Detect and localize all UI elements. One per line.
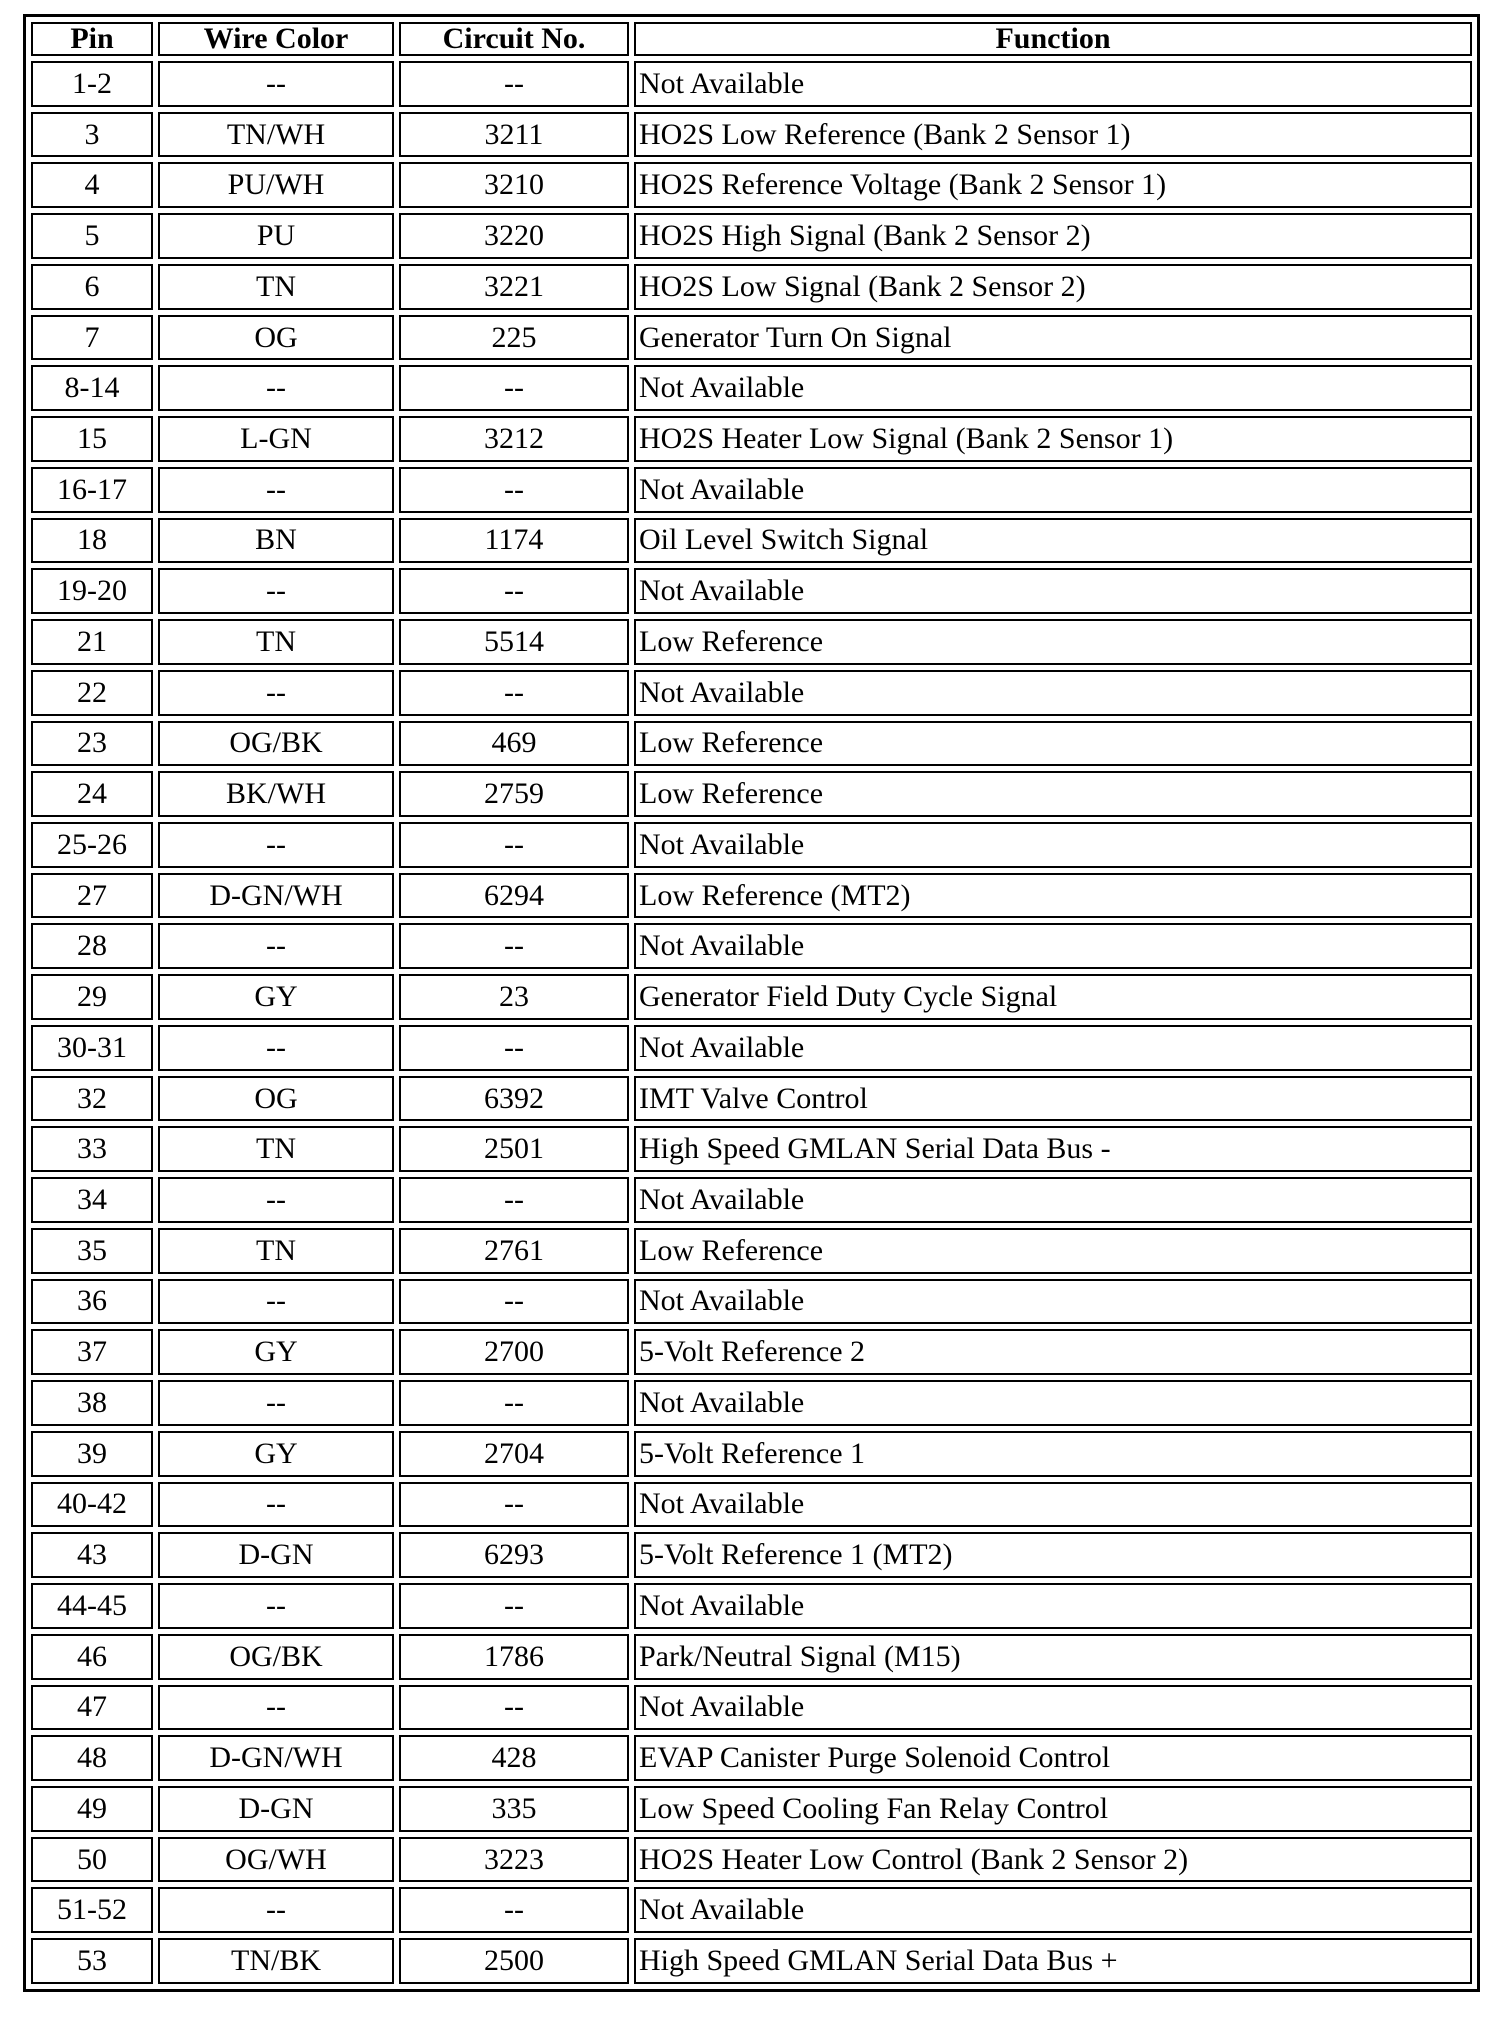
pin-cell: 37	[31, 1329, 153, 1375]
circuit-no-cell: 5514	[399, 619, 629, 665]
table-row	[31, 1025, 1472, 1071]
pin-cell: 16-17	[31, 467, 153, 513]
table-row	[31, 1329, 1472, 1375]
wire-color-cell: --	[158, 1025, 394, 1071]
table-row	[31, 213, 1472, 259]
circuit-no-cell: --	[399, 467, 629, 513]
circuit-no-cell: --	[399, 923, 629, 969]
function-cell: Not Available	[634, 822, 1472, 868]
circuit-no-cell: 2500	[399, 1938, 629, 1984]
circuit-no-cell: --	[399, 568, 629, 614]
function-cell: HO2S Heater Low Control (Bank 2 Sensor 2)	[634, 1837, 1472, 1883]
function-cell: HO2S High Signal (Bank 2 Sensor 2)	[634, 213, 1472, 259]
circuit-no-cell: 23	[399, 974, 629, 1020]
circuit-no-cell: 6294	[399, 873, 629, 919]
table-row	[31, 822, 1472, 868]
pin-cell: 24	[31, 771, 153, 817]
circuit-no-cell: --	[399, 1380, 629, 1426]
wire-color-cell: GY	[158, 974, 394, 1020]
circuit-no-cell: 1174	[399, 518, 629, 564]
table-row	[31, 923, 1472, 969]
table-body	[31, 61, 1472, 1984]
function-cell: 5-Volt Reference 1 (MT2)	[634, 1532, 1472, 1578]
table-row	[31, 1482, 1472, 1528]
circuit-no-cell: 3220	[399, 213, 629, 259]
function-cell: Not Available	[634, 1583, 1472, 1629]
wire-color-cell: --	[158, 670, 394, 716]
pin-cell: 51-52	[31, 1887, 153, 1933]
table-row	[31, 1634, 1472, 1680]
table-row	[31, 1228, 1472, 1274]
pin-cell: 3	[31, 112, 153, 158]
function-cell: HO2S Low Reference (Bank 2 Sensor 1)	[634, 112, 1472, 158]
function-cell: Generator Field Duty Cycle Signal	[634, 974, 1472, 1020]
function-cell: High Speed GMLAN Serial Data Bus -	[634, 1126, 1472, 1172]
circuit-no-cell: 1786	[399, 1634, 629, 1680]
wire-color-cell: --	[158, 1887, 394, 1933]
circuit-no-cell: --	[399, 1279, 629, 1325]
wire-color-cell: --	[158, 923, 394, 969]
wire-color-cell: --	[158, 61, 394, 107]
table-row	[31, 1380, 1472, 1426]
function-cell: High Speed GMLAN Serial Data Bus +	[634, 1938, 1472, 1984]
wire-color-cell: L-GN	[158, 416, 394, 462]
pin-cell: 25-26	[31, 822, 153, 868]
table-row	[31, 1126, 1472, 1172]
function-cell: Not Available	[634, 1887, 1472, 1933]
table-row	[31, 1735, 1472, 1781]
function-cell: Not Available	[634, 1380, 1472, 1426]
wire-color-cell: --	[158, 365, 394, 411]
table-row	[31, 315, 1472, 361]
function-cell: EVAP Canister Purge Solenoid Control	[634, 1735, 1472, 1781]
circuit-no-cell: 6293	[399, 1532, 629, 1578]
header-row	[31, 22, 1472, 56]
wire-color-cell: PU	[158, 213, 394, 259]
circuit-no-cell: --	[399, 1583, 629, 1629]
function-cell: Not Available	[634, 1685, 1472, 1731]
pin-cell: 27	[31, 873, 153, 919]
wire-color-cell: BN	[158, 518, 394, 564]
circuit-no-cell: --	[399, 670, 629, 716]
table-header	[31, 22, 1472, 56]
circuit-no-cell: --	[399, 1887, 629, 1933]
table-row	[31, 162, 1472, 208]
table-row	[31, 1938, 1472, 1984]
wire-color-cell: --	[158, 1177, 394, 1223]
pin-cell: 40-42	[31, 1482, 153, 1528]
function-cell: Not Available	[634, 365, 1472, 411]
wire-color-cell: --	[158, 822, 394, 868]
wire-color-cell: --	[158, 1685, 394, 1731]
circuit-no-cell: --	[399, 1025, 629, 1071]
pin-cell: 22	[31, 670, 153, 716]
pinout-table	[26, 17, 1477, 1989]
table-row	[31, 1837, 1472, 1883]
circuit-no-cell: --	[399, 61, 629, 107]
pin-cell: 47	[31, 1685, 153, 1731]
table-row	[31, 264, 1472, 310]
circuit-no-cell: --	[399, 1685, 629, 1731]
function-cell: Generator Turn On Signal	[634, 315, 1472, 361]
function-cell: HO2S Heater Low Signal (Bank 2 Sensor 1)	[634, 416, 1472, 462]
circuit-no-cell: 469	[399, 721, 629, 767]
function-cell: Not Available	[634, 1482, 1472, 1528]
circuit-no-cell: 335	[399, 1786, 629, 1832]
wire-color-cell: OG/BK	[158, 721, 394, 767]
wire-color-cell: TN	[158, 1228, 394, 1274]
pin-cell: 33	[31, 1126, 153, 1172]
circuit-no-cell: --	[399, 1482, 629, 1528]
circuit-no-cell: --	[399, 822, 629, 868]
function-cell: HO2S Reference Voltage (Bank 2 Sensor 1)	[634, 162, 1472, 208]
wire-color-cell: TN	[158, 264, 394, 310]
function-cell: IMT Valve Control	[634, 1076, 1472, 1122]
function-cell: Not Available	[634, 1177, 1472, 1223]
circuit-no-cell: --	[399, 1177, 629, 1223]
pin-cell: 28	[31, 923, 153, 969]
function-cell: Low Reference	[634, 619, 1472, 665]
pin-cell: 50	[31, 1837, 153, 1883]
pin-cell: 43	[31, 1532, 153, 1578]
pin-cell: 5	[31, 213, 153, 259]
function-cell: Oil Level Switch Signal	[634, 518, 1472, 564]
function-cell: Not Available	[634, 923, 1472, 969]
table-row	[31, 873, 1472, 919]
pin-cell: 6	[31, 264, 153, 310]
pin-cell: 53	[31, 1938, 153, 1984]
pin-cell: 48	[31, 1735, 153, 1781]
table-row	[31, 1887, 1472, 1933]
wire-color-cell: PU/WH	[158, 162, 394, 208]
table-row	[31, 1076, 1472, 1122]
wire-color-cell: TN/BK	[158, 1938, 394, 1984]
circuit-no-cell: 225	[399, 315, 629, 361]
table-row	[31, 568, 1472, 614]
table-row	[31, 1685, 1472, 1731]
circuit-no-cell: 3211	[399, 112, 629, 158]
table-row	[31, 1786, 1472, 1832]
wire-color-cell: --	[158, 568, 394, 614]
header-wire-color: Wire Color	[158, 22, 394, 56]
pin-cell: 38	[31, 1380, 153, 1426]
table-row	[31, 670, 1472, 716]
pin-cell: 15	[31, 416, 153, 462]
table-row	[31, 416, 1472, 462]
function-cell: Not Available	[634, 670, 1472, 716]
table-row	[31, 518, 1472, 564]
wire-color-cell: --	[158, 1482, 394, 1528]
table-row	[31, 467, 1472, 513]
circuit-no-cell: 2501	[399, 1126, 629, 1172]
wire-color-cell: OG	[158, 315, 394, 361]
pin-cell: 7	[31, 315, 153, 361]
table-row	[31, 1177, 1472, 1223]
wire-color-cell: TN	[158, 619, 394, 665]
circuit-no-cell: 3223	[399, 1837, 629, 1883]
table-row	[31, 61, 1472, 107]
pin-cell: 35	[31, 1228, 153, 1274]
circuit-no-cell: 3210	[399, 162, 629, 208]
wire-color-cell: OG/BK	[158, 1634, 394, 1680]
wire-color-cell: GY	[158, 1431, 394, 1477]
circuit-no-cell: 2704	[399, 1431, 629, 1477]
wire-color-cell: TN/WH	[158, 112, 394, 158]
pin-cell: 49	[31, 1786, 153, 1832]
wire-color-cell: --	[158, 467, 394, 513]
circuit-no-cell: 2759	[399, 771, 629, 817]
wire-color-cell: --	[158, 1583, 394, 1629]
circuit-no-cell: 6392	[399, 1076, 629, 1122]
pin-cell: 30-31	[31, 1025, 153, 1071]
table-row	[31, 1431, 1472, 1477]
function-cell: Not Available	[634, 568, 1472, 614]
function-cell: Low Reference	[634, 721, 1472, 767]
table-row	[31, 112, 1472, 158]
table-row	[31, 365, 1472, 411]
wire-color-cell: BK/WH	[158, 771, 394, 817]
function-cell: HO2S Low Signal (Bank 2 Sensor 2)	[634, 264, 1472, 310]
wire-color-cell: --	[158, 1380, 394, 1426]
circuit-no-cell: --	[399, 365, 629, 411]
function-cell: Low Speed Cooling Fan Relay Control	[634, 1786, 1472, 1832]
table-row	[31, 1532, 1472, 1578]
wire-color-cell: GY	[158, 1329, 394, 1375]
circuit-no-cell: 3212	[399, 416, 629, 462]
function-cell: Not Available	[634, 1025, 1472, 1071]
header-function: Function	[634, 22, 1472, 56]
circuit-no-cell: 2761	[399, 1228, 629, 1274]
header-circuit-no: Circuit No.	[399, 22, 629, 56]
function-cell: Not Available	[634, 61, 1472, 107]
pin-cell: 23	[31, 721, 153, 767]
function-cell: Not Available	[634, 1279, 1472, 1325]
pin-cell: 4	[31, 162, 153, 208]
table-row	[31, 974, 1472, 1020]
function-cell: Not Available	[634, 467, 1472, 513]
circuit-no-cell: 2700	[399, 1329, 629, 1375]
function-cell: Low Reference	[634, 771, 1472, 817]
table-row	[31, 771, 1472, 817]
pin-cell: 8-14	[31, 365, 153, 411]
function-cell: 5-Volt Reference 2	[634, 1329, 1472, 1375]
wire-color-cell: OG	[158, 1076, 394, 1122]
pin-cell: 46	[31, 1634, 153, 1680]
pin-cell: 44-45	[31, 1583, 153, 1629]
pin-cell: 36	[31, 1279, 153, 1325]
wire-color-cell: D-GN/WH	[158, 1735, 394, 1781]
wire-color-cell: D-GN/WH	[158, 873, 394, 919]
wire-color-cell: --	[158, 1279, 394, 1325]
pin-cell: 21	[31, 619, 153, 665]
wire-color-cell: TN	[158, 1126, 394, 1172]
pin-cell: 29	[31, 974, 153, 1020]
function-cell: Park/Neutral Signal (M15)	[634, 1634, 1472, 1680]
wire-color-cell: OG/WH	[158, 1837, 394, 1883]
pin-cell: 34	[31, 1177, 153, 1223]
header-pin: Pin	[31, 22, 153, 56]
function-cell: Low Reference (MT2)	[634, 873, 1472, 919]
table-row	[31, 1279, 1472, 1325]
circuit-no-cell: 428	[399, 1735, 629, 1781]
function-cell: 5-Volt Reference 1	[634, 1431, 1472, 1477]
pin-cell: 19-20	[31, 568, 153, 614]
wire-color-cell: D-GN	[158, 1532, 394, 1578]
pin-cell: 39	[31, 1431, 153, 1477]
pinout-table-frame	[23, 14, 1480, 1992]
circuit-no-cell: 3221	[399, 264, 629, 310]
pin-cell: 18	[31, 518, 153, 564]
pin-cell: 1-2	[31, 61, 153, 107]
function-cell: Low Reference	[634, 1228, 1472, 1274]
pin-cell: 32	[31, 1076, 153, 1122]
table-row	[31, 721, 1472, 767]
table-row	[31, 619, 1472, 665]
table-row	[31, 1583, 1472, 1629]
wire-color-cell: D-GN	[158, 1786, 394, 1832]
